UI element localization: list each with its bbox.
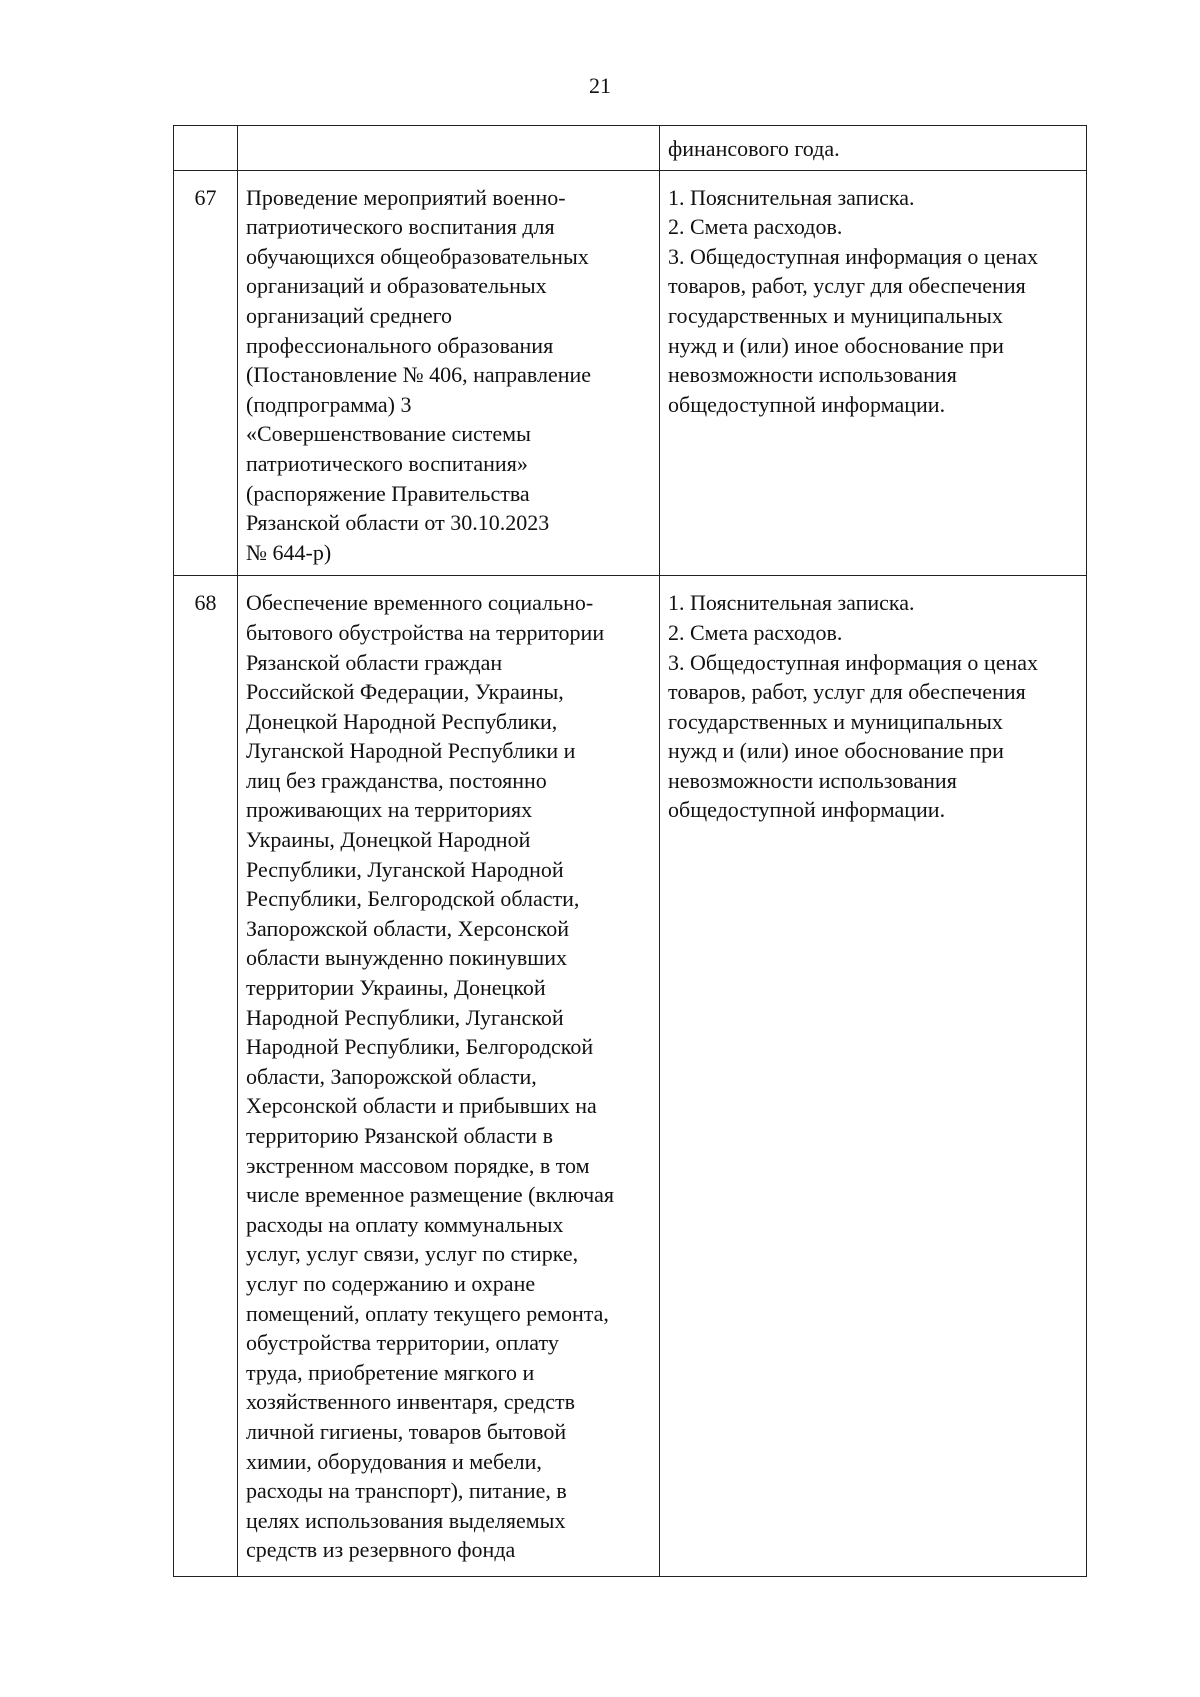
- description-line: Обеспечение временного социально-: [246, 590, 594, 616]
- description-line: личной гигиены, товаров бытовой: [246, 1418, 567, 1444]
- documents-cell: [660, 126, 1087, 171]
- documents-cell: [660, 170, 1087, 576]
- documents-line: невозможности использования: [668, 362, 957, 388]
- description-line: средств из резервного фонда: [246, 1537, 516, 1563]
- description-line: Рязанской области от 30.10.2023: [246, 510, 550, 536]
- documents-line: товаров, работ, услуг для обеспечения: [668, 273, 1026, 299]
- description-cell: [238, 576, 660, 1577]
- description-line: проживающих на территориях: [246, 797, 533, 823]
- description-line: Народной Республики, Луганской: [246, 1004, 564, 1030]
- description-line: Республики, Белгородской области,: [246, 886, 580, 912]
- documents-line: 3. Общедоступная информация о ценах: [668, 649, 1039, 675]
- description-line: патриотического воспитания для: [246, 214, 555, 240]
- description-line: Республики, Луганской Народной: [246, 856, 564, 882]
- documents-line: общедоступной информации.: [668, 797, 946, 823]
- documents-line: общедоступной информации.: [668, 391, 946, 417]
- description-line: Херсонской области и прибывших на: [246, 1093, 597, 1119]
- description-line: организаций среднего: [246, 302, 453, 328]
- documents-line: 1. Пояснительная записка.: [668, 590, 915, 616]
- description-line: труда, приобретение мягкого и: [246, 1359, 535, 1385]
- description-line: помещений, оплату текущего ремонта,: [246, 1300, 609, 1326]
- description-line: услуг по содержанию и охране: [246, 1270, 536, 1296]
- documents-line: 3. Общедоступная информация о ценах: [668, 243, 1039, 269]
- description-line: Проведение мероприятий военно-: [246, 184, 566, 210]
- description-line: территории Украины, Донецкой: [246, 975, 546, 1001]
- page-number: 21: [589, 73, 611, 98]
- description-line: расходы на транспорт), питание, в: [246, 1478, 567, 1504]
- description-line: хозяйственного инвентаря, средств: [246, 1389, 575, 1415]
- documents-line: 2. Смета расходов.: [668, 214, 843, 240]
- description-line: бытового обустройства на территории: [246, 619, 605, 645]
- description-line: целях использования выделяемых: [246, 1507, 566, 1533]
- documents-line: государственных и муниципальных: [668, 302, 1003, 328]
- description-line: области вынужденно покинувших: [246, 945, 568, 971]
- description-line: области, Запорожской области,: [246, 1063, 537, 1089]
- description-line: № 644-р): [246, 539, 332, 565]
- description-line: Российской Федерации, Украины,: [246, 679, 564, 705]
- description-line: патриотического воспитания»: [246, 450, 528, 476]
- description-line: (подпрограмма) 3: [246, 391, 412, 417]
- documents-line: 1. Пояснительная записка.: [668, 184, 915, 210]
- description-line: (Постановление № 406, направление: [246, 362, 592, 388]
- description-cell: [238, 126, 660, 171]
- description-line: услуг, услуг связи, услуг по стирке,: [246, 1241, 579, 1267]
- documents-line: невозможности использования: [668, 767, 957, 793]
- row-number-cell: 67: [174, 170, 238, 576]
- table-row-continuation: [174, 126, 1087, 171]
- documents-line: нужд и (или) иное обоснование при: [668, 332, 1004, 358]
- description-line: организаций и образовательных: [246, 273, 547, 299]
- description-line: числе временное размещение (включая: [246, 1182, 615, 1208]
- description-line: экстренном массовом порядке, в том: [246, 1152, 590, 1178]
- description-line: лиц без гражданства, постоянно: [246, 767, 547, 793]
- description-line: Донецкой Народной Республики,: [246, 708, 558, 734]
- documents-line: финансового года.: [668, 136, 840, 161]
- documents-cell: [660, 576, 1087, 1577]
- description-line: Луганской Народной Республики и: [246, 738, 576, 764]
- description-line: обустройства территории, оплату: [246, 1330, 559, 1356]
- description-line: «Совершенствование системы: [246, 421, 531, 447]
- table-row: [174, 576, 1087, 1577]
- description-cell: [238, 170, 660, 576]
- documents-table: [173, 125, 1087, 1577]
- description-line: (распоряжение Правительства: [246, 480, 530, 506]
- documents-line: 2. Смета расходов.: [668, 619, 843, 645]
- documents-line: товаров, работ, услуг для обеспечения: [668, 679, 1026, 705]
- documents-line: государственных и муниципальных: [668, 708, 1003, 734]
- description-line: Народной Республики, Белгородской: [246, 1034, 594, 1060]
- table-row: [174, 170, 1087, 576]
- description-line: Запорожской области, Херсонской: [246, 915, 569, 941]
- documents-line: нужд и (или) иное обоснование при: [668, 738, 1004, 764]
- description-line: Рязанской области граждан: [246, 649, 503, 675]
- row-number-cell: [174, 126, 238, 171]
- row-number-cell: 68: [174, 576, 238, 1577]
- description-line: обучающихся общеобразовательных: [246, 243, 589, 269]
- description-line: Украины, Донецкой Народной: [246, 827, 531, 853]
- description-line: территорию Рязанской области в: [246, 1123, 553, 1148]
- description-line: профессионального образования: [246, 332, 554, 358]
- description-line: расходы на оплату коммунальных: [246, 1211, 564, 1237]
- description-line: химии, оборудования и мебели,: [246, 1448, 542, 1474]
